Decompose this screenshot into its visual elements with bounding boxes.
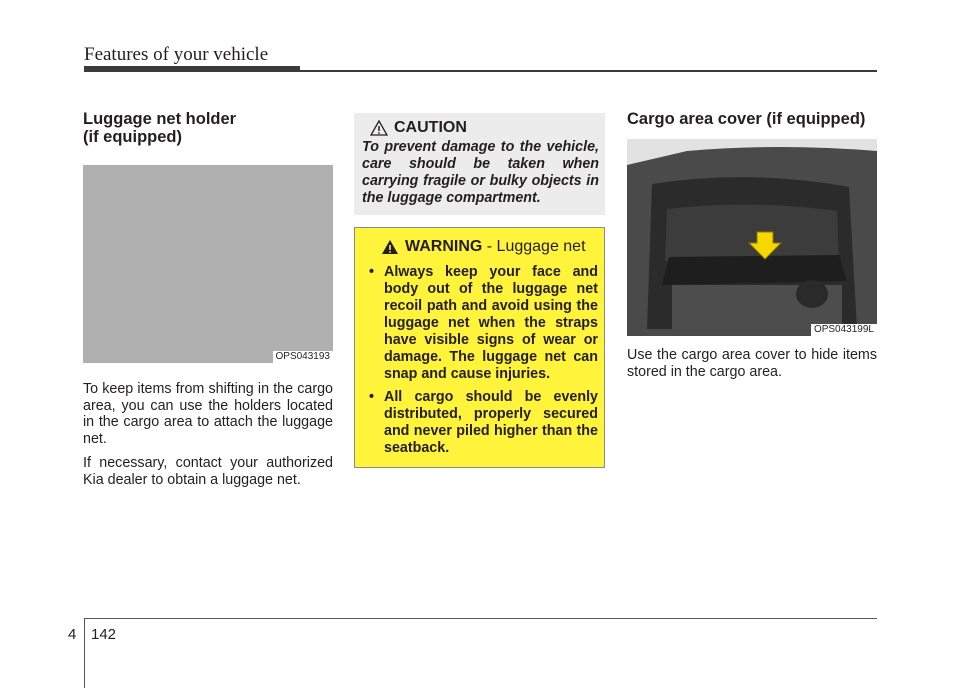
- warning-triangle-icon: [381, 239, 399, 255]
- warning-list: [363, 264, 598, 457]
- header-title: Features of your vehicle: [84, 44, 269, 65]
- cargo-area-illustration: [627, 139, 877, 336]
- cargo-cover-figure: [627, 139, 877, 336]
- footer-line: [84, 618, 877, 619]
- page-number: 142: [91, 626, 117, 643]
- left-column: [83, 110, 333, 489]
- warning-item: • All cargo should be evenly distributed, properly secured and never piled higher than the seatback.: [363, 389, 598, 457]
- luggage-net-heading: [83, 110, 333, 146]
- caution-title-text: CAUTION: [394, 119, 467, 136]
- warning-title-bold: WARNING: [405, 238, 483, 255]
- heading-line-2: (if equipped): [83, 128, 182, 146]
- warning-box: [354, 227, 605, 468]
- caution-triangle-icon: [370, 120, 388, 136]
- warning-item: • Always keep your face and body out of the luggage net recoil path and avoid using the luggage net when the straps have visible signs of wear or damage. The luggage net can snap and cause injuries.: [363, 264, 598, 383]
- warning-title-rest: - Luggage net: [482, 238, 586, 255]
- luggage-net-paragraph-2: If necessary, contact your authorized Kia dealer to obtain a luggage net.: [83, 455, 333, 488]
- warning-title-text: [405, 238, 586, 256]
- cargo-cover-paragraph: Use the cargo area cover to hide items stored in the cargo area.: [627, 347, 877, 380]
- middle-column: [354, 113, 605, 468]
- header-bar-thin: [84, 70, 877, 72]
- figure-code: OPS043199L: [811, 324, 877, 336]
- caution-box: [354, 113, 605, 215]
- luggage-net-figure: [83, 165, 333, 363]
- heading-line-1: Luggage net holder: [83, 110, 237, 128]
- warning-title: [381, 238, 598, 256]
- footer-divider: [84, 618, 85, 688]
- chapter-number: 4: [68, 626, 77, 643]
- caution-text: To prevent damage to the vehicle, care should be taken when carrying fragile or bulky objects in the luggage compartment.: [362, 139, 599, 206]
- caution-title: [370, 119, 599, 137]
- cargo-cover-heading: Cargo area cover (if equipped): [627, 110, 866, 128]
- figure-code: OPS043193: [273, 351, 334, 363]
- right-column: [627, 110, 877, 380]
- luggage-net-paragraph-1: To keep items from shifting in the cargo area, you can use the holders located in the cargo area to attach the luggage net.: [83, 381, 333, 447]
